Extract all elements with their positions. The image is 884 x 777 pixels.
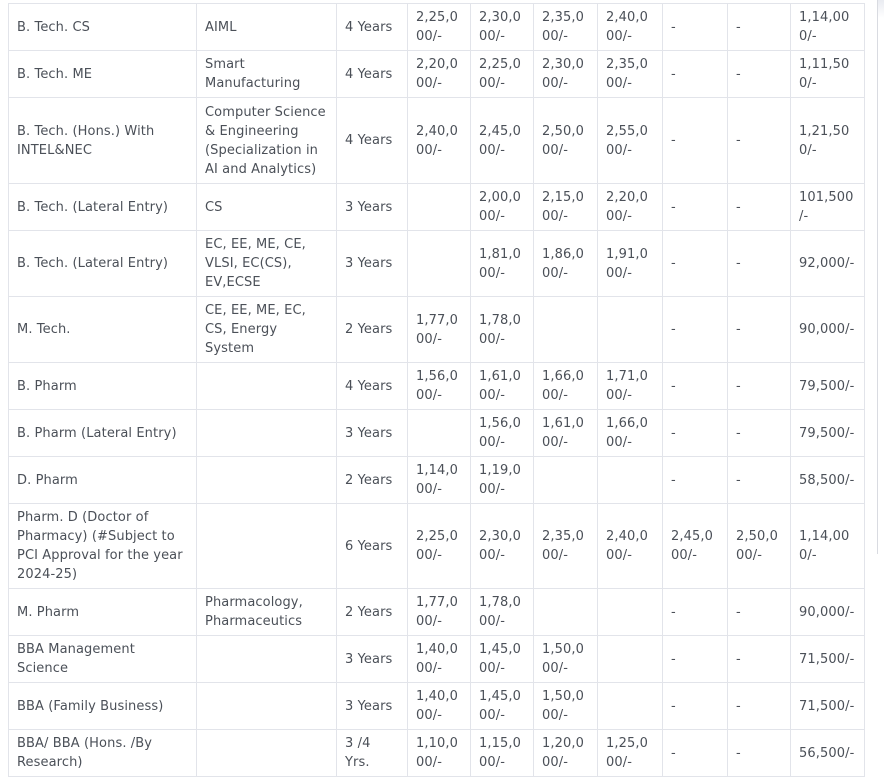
- fee-2-cell: 1,15,000/-: [471, 730, 534, 777]
- fee-2-cell: 1,19,000/-: [471, 457, 534, 504]
- course-cell: B. Tech. (Lateral Entry): [9, 231, 197, 297]
- fee-5-cell: -: [663, 730, 728, 777]
- duration-cell: 3 Years: [337, 636, 408, 683]
- fee-6-cell: -: [728, 184, 791, 231]
- fee-2-cell: 1,45,000/-: [471, 683, 534, 730]
- specialization-cell: [197, 683, 337, 730]
- fee-4-cell: 2,35,000/-: [598, 51, 663, 98]
- table-row: [9, 184, 865, 231]
- course-cell: B. Pharm: [9, 363, 197, 410]
- fee-1-cell: 1,40,000/-: [408, 683, 471, 730]
- specialization-cell: Pharmacology, Pharmaceutics: [197, 589, 337, 636]
- specialization-cell: [197, 636, 337, 683]
- fee-3-cell: [534, 457, 598, 504]
- specialization-cell: AIML: [197, 4, 337, 51]
- fee-6-cell: -: [728, 363, 791, 410]
- fee-1-cell: 1,10,000/-: [408, 730, 471, 777]
- specialization-cell: [197, 730, 337, 777]
- specialization-cell: [197, 457, 337, 504]
- course-cell: BBA (Family Business): [9, 683, 197, 730]
- fee-1-cell: [408, 410, 471, 457]
- course-cell: B. Tech. (Hons.) With INTEL&NEC: [9, 98, 197, 184]
- fee-3-cell: 1,20,000/-: [534, 730, 598, 777]
- fee-1-cell: 1,56,000/-: [408, 363, 471, 410]
- course-cell: D. Pharm: [9, 457, 197, 504]
- duration-cell: 4 Years: [337, 4, 408, 51]
- fee-6-cell: 2,50,000/-: [728, 504, 791, 589]
- table-row: [9, 51, 865, 98]
- adjacent-column-divider: [877, 0, 878, 554]
- fee-3-cell: [534, 297, 598, 363]
- fee-6-cell: -: [728, 683, 791, 730]
- fee-2-cell: 2,45,000/-: [471, 98, 534, 184]
- fee-2-cell: 1,56,000/-: [471, 410, 534, 457]
- fee-1-cell: [408, 231, 471, 297]
- fee-2-cell: 2,30,000/-: [471, 4, 534, 51]
- fee-4-cell: 2,40,000/-: [598, 504, 663, 589]
- fee-table-body: [9, 4, 865, 777]
- fee-2-cell: 1,78,000/-: [471, 589, 534, 636]
- fee-2-cell: 1,81,000/-: [471, 231, 534, 297]
- fee-5-cell: -: [663, 457, 728, 504]
- fee-1-cell: 1,14,000/-: [408, 457, 471, 504]
- fee-4-cell: 1,66,000/-: [598, 410, 663, 457]
- fee-3-cell: 2,50,000/-: [534, 98, 598, 184]
- duration-cell: 3 Years: [337, 184, 408, 231]
- table-row: [9, 297, 865, 363]
- fee-3-cell: 2,30,000/-: [534, 51, 598, 98]
- fee-3-cell: 1,61,000/-: [534, 410, 598, 457]
- fee-3-cell: 2,35,000/-: [534, 504, 598, 589]
- fee-5-cell: -: [663, 98, 728, 184]
- course-cell: Pharm. D (Doctor of Pharmacy) (#Subject to PCI Approval for the year 2024-25): [9, 504, 197, 589]
- fee-7-cell: 90,000/-: [791, 589, 865, 636]
- fee-6-cell: -: [728, 4, 791, 51]
- duration-cell: 2 Years: [337, 297, 408, 363]
- fee-4-cell: 2,20,000/-: [598, 184, 663, 231]
- fee-6-cell: -: [728, 589, 791, 636]
- table-row: [9, 636, 865, 683]
- duration-cell: 4 Years: [337, 363, 408, 410]
- fee-1-cell: 2,40,000/-: [408, 98, 471, 184]
- duration-cell: 4 Years: [337, 51, 408, 98]
- table-row: [9, 410, 865, 457]
- fee-4-cell: [598, 589, 663, 636]
- specialization-cell: EC, EE, ME, CE, VLSI, EC(CS), EV,ECSE: [197, 231, 337, 297]
- table-row: [9, 98, 865, 184]
- fee-6-cell: -: [728, 636, 791, 683]
- fee-table: [8, 3, 865, 777]
- fee-7-cell: 1,21,500/-: [791, 98, 865, 184]
- fee-5-cell: -: [663, 683, 728, 730]
- fee-5-cell: -: [663, 363, 728, 410]
- fee-3-cell: 2,35,000/-: [534, 4, 598, 51]
- duration-cell: 2 Years: [337, 589, 408, 636]
- fee-1-cell: 2,25,000/-: [408, 4, 471, 51]
- fee-1-cell: 2,20,000/-: [408, 51, 471, 98]
- fee-6-cell: -: [728, 51, 791, 98]
- fee-7-cell: 101,500/-: [791, 184, 865, 231]
- fee-7-cell: 79,500/-: [791, 410, 865, 457]
- fee-6-cell: -: [728, 98, 791, 184]
- fee-3-cell: [534, 589, 598, 636]
- course-cell: B. Tech. ME: [9, 51, 197, 98]
- fee-5-cell: -: [663, 51, 728, 98]
- fee-1-cell: 2,25,000/-: [408, 504, 471, 589]
- table-row: [9, 363, 865, 410]
- specialization-cell: [197, 363, 337, 410]
- specialization-cell: Smart Manufacturing: [197, 51, 337, 98]
- fee-7-cell: 58,500/-: [791, 457, 865, 504]
- specialization-cell: [197, 410, 337, 457]
- fee-5-cell: -: [663, 636, 728, 683]
- fee-1-cell: [408, 184, 471, 231]
- fee-4-cell: 2,40,000/-: [598, 4, 663, 51]
- fee-5-cell: -: [663, 4, 728, 51]
- course-cell: B. Pharm (Lateral Entry): [9, 410, 197, 457]
- course-cell: B. Tech. (Lateral Entry): [9, 184, 197, 231]
- table-row: [9, 231, 865, 297]
- scroll-shadow: [878, 0, 884, 18]
- fee-5-cell: 2,45,000/-: [663, 504, 728, 589]
- fee-7-cell: 71,500/-: [791, 683, 865, 730]
- specialization-cell: CS: [197, 184, 337, 231]
- fee-4-cell: [598, 297, 663, 363]
- fee-6-cell: -: [728, 730, 791, 777]
- fee-1-cell: 1,77,000/-: [408, 589, 471, 636]
- fee-2-cell: 1,45,000/-: [471, 636, 534, 683]
- fee-4-cell: [598, 457, 663, 504]
- fee-7-cell: 92,000/-: [791, 231, 865, 297]
- fee-3-cell: 1,86,000/-: [534, 231, 598, 297]
- fee-4-cell: [598, 683, 663, 730]
- fee-5-cell: -: [663, 184, 728, 231]
- fee-6-cell: -: [728, 457, 791, 504]
- fee-1-cell: 1,77,000/-: [408, 297, 471, 363]
- table-row: [9, 683, 865, 730]
- duration-cell: 3 Years: [337, 231, 408, 297]
- course-cell: M. Pharm: [9, 589, 197, 636]
- duration-cell: 2 Years: [337, 457, 408, 504]
- duration-cell: 3 Years: [337, 683, 408, 730]
- duration-cell: 6 Years: [337, 504, 408, 589]
- table-row: [9, 4, 865, 51]
- fee-5-cell: -: [663, 410, 728, 457]
- fee-1-cell: 1,40,000/-: [408, 636, 471, 683]
- fee-2-cell: 2,25,000/-: [471, 51, 534, 98]
- fee-7-cell: 1,14,000/-: [791, 504, 865, 589]
- fee-4-cell: [598, 636, 663, 683]
- specialization-cell: [197, 504, 337, 589]
- duration-cell: 3 /4 Yrs.: [337, 730, 408, 777]
- fee-5-cell: -: [663, 589, 728, 636]
- table-row: [9, 730, 865, 777]
- fee-5-cell: -: [663, 231, 728, 297]
- fee-6-cell: -: [728, 231, 791, 297]
- fee-2-cell: 2,30,000/-: [471, 504, 534, 589]
- fee-7-cell: 71,500/-: [791, 636, 865, 683]
- course-cell: BBA Management Science: [9, 636, 197, 683]
- fee-2-cell: 2,00,000/-: [471, 184, 534, 231]
- fee-4-cell: 2,55,000/-: [598, 98, 663, 184]
- specialization-cell: CE, EE, ME, EC, CS, Energy System: [197, 297, 337, 363]
- fee-3-cell: 1,50,000/-: [534, 683, 598, 730]
- fee-7-cell: 56,500/-: [791, 730, 865, 777]
- fee-3-cell: 1,50,000/-: [534, 636, 598, 683]
- fee-7-cell: 79,500/-: [791, 363, 865, 410]
- fee-4-cell: 1,71,000/-: [598, 363, 663, 410]
- fee-4-cell: 1,25,000/-: [598, 730, 663, 777]
- fee-table-container: [8, 3, 864, 777]
- fee-3-cell: 1,66,000/-: [534, 363, 598, 410]
- course-cell: BBA/ BBA (Hons. /By Research): [9, 730, 197, 777]
- course-cell: B. Tech. CS: [9, 4, 197, 51]
- duration-cell: 3 Years: [337, 410, 408, 457]
- fee-4-cell: 1,91,000/-: [598, 231, 663, 297]
- fee-7-cell: 90,000/-: [791, 297, 865, 363]
- fee-5-cell: -: [663, 297, 728, 363]
- table-row: [9, 589, 865, 636]
- course-cell: M. Tech.: [9, 297, 197, 363]
- fee-7-cell: 1,11,500/-: [791, 51, 865, 98]
- fee-2-cell: 1,78,000/-: [471, 297, 534, 363]
- specialization-cell: Computer Science & Engineering (Specialization in AI and Analytics): [197, 98, 337, 184]
- duration-cell: 4 Years: [337, 98, 408, 184]
- fee-2-cell: 1,61,000/-: [471, 363, 534, 410]
- fee-7-cell: 1,14,000/-: [791, 4, 865, 51]
- fee-6-cell: -: [728, 410, 791, 457]
- fee-3-cell: 2,15,000/-: [534, 184, 598, 231]
- table-row: [9, 457, 865, 504]
- table-row: [9, 504, 865, 589]
- fee-6-cell: -: [728, 297, 791, 363]
